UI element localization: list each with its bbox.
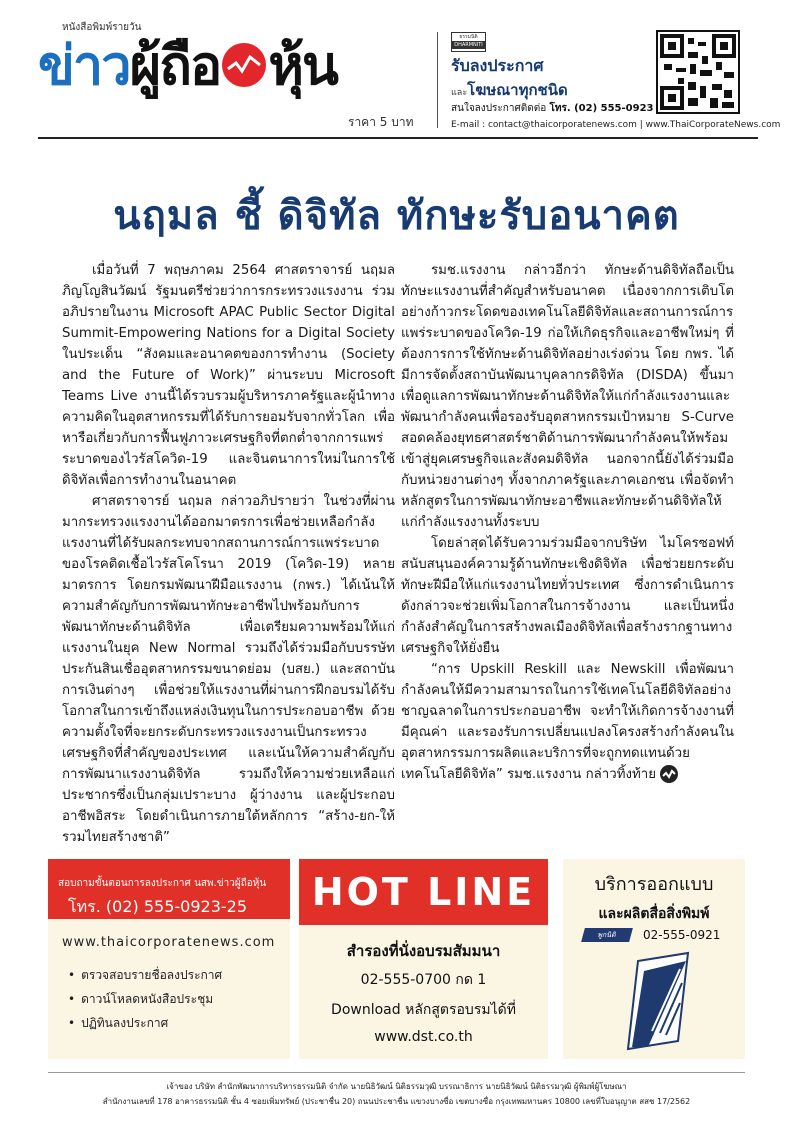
logo-text-part1: ข่าว [38, 34, 130, 97]
footer-address: สำนักงานเลขที่ 178 อาคารธรรมนิติ ชั้น 4 ซอยเพิ่มทรัพย์ (ประชาชื่น 20) ถนนประชาชื่น แขวงบางซื่อ เขตบางซื่อ กรุงเทพมหานคร 10800 เลขที่ใบอนุญาต สสช 17/2562 [102, 1097, 691, 1106]
print-document-icon [618, 951, 698, 1051]
badge-top-text: ธรรมนิติ [459, 34, 478, 40]
logo-chart-icon [222, 43, 266, 87]
price-label: ราคา 5 บาท [348, 115, 414, 129]
article-paragraph: เมื่อวันที่ 7 พฤษภาคม 2564 ศาสตราจารย์ นฤมล ภิญโญสินวัฒน์ รัฐมนตรีช่วยว่าการกระทรวงแรงงาน ร่วมอภิปรายในงาน Microsoft APAC Public Sector Digital Summit-Empowering Nations for a Digital Society ในประเด็น “สังคมและอนาคตของการทำงาน (Society and the Future of Work)” ผ่านระบบ Microsoft Teams Live งานนี้ได้รวบรวมผู้บริหารภาครัฐและผู้นำทางความคิดในอุตสาหกรรมที่ได้รับการยอมรับจากทั่วโลก เพื่อหารือเกี่ยวกับการฟื้นฟูภาวะเศรษฐกิจที่ตกต่ำจากการแพร่ระบาดของไวรัสโควิด-19 และจินตนาการใหม่ในการใช้ดิจิทัลเพื่อการทำงานในอนาคต [62, 263, 395, 488]
article-column-right [401, 260, 734, 785]
article-headline: นฤมล ชี้ ดิจิทัล ทักษะรับอนาคต [113, 193, 680, 239]
ad-contact-phone[interactable]: โทร. (02) 555-0923 [549, 103, 654, 114]
design-service-title: บริการออกแบบ [594, 874, 714, 895]
article-paragraph: โดยล่าสุดได้รับความร่วมมือจากบริษัท ไมโครซอฟท์ สนับสนุนองค์ความรู้ด้านทักษะเชิงดิจิทัล เพื่อช่วยยกระดับทักษะฝีมือให้แก่แรงงานไทยทั่วประเทศ ซึ่งการดำเนินการดังกล่าวจะช่วยเพิ่มโอกาสในการจ้างงาน และเป็นหนึ่งกำลังสำคัญในการสร้างพลเมืองดิจิทัลเพื่อสร้างรากฐานทางเศรษฐกิจให้ยั่งยืน [401, 536, 734, 656]
design-service-subtitle: และผลิตสื่อสิ่งพิมพ์ [598, 906, 710, 922]
ad-contact-label: สนใจลงประกาศติดต่อ [451, 103, 547, 114]
hotline-phone[interactable]: 02-555-0700 กด 1 [360, 972, 487, 988]
hotline-line1: สำรองที่นั่งอบรมสัมมนา [346, 942, 501, 960]
dharmniti-logo [451, 32, 486, 52]
ad-title: รับลงประกาศ [451, 56, 544, 75]
article-column-left [62, 260, 395, 848]
ad-subtitle [451, 78, 568, 102]
article-end-icon [660, 765, 678, 783]
article-paragraph: ศาสตราจารย์ นฤมล กล่าวอภิปรายว่า ในช่วงที่ผ่านมากระทรวงแรงงานได้ออกมาตรการเพื่อช่วยเหลือกำลังแรงงานที่ได้รับผลกระทบจากสถานการณ์การแพร่ระบาดของโรคติดเชื้อไวรัสโคโรนา 2019 (โควิด-19) หลายมาตรการ โดยกรมพัฒนาฝีมือแรงงาน (กพร.) ได้เน้นให้ความสำคัญกับการพัฒนาทักษะอาชีพไปพร้อมกับการพัฒนาทักษะด้านดิจิทัล เพื่อเตรียมความพร้อมให้แก่แรงงานในยุค New Normal รวมถึงได้ร่วมมือกับบรรษัทประกันสินเชื่ออุตสาหกรรมขนาดย่อม (บสย.) และสถาบันการเงินต่างๆ เพื่อช่วยให้แรงงานที่ผ่านการฝึกอบรมได้รับโอกาสในการเข้าถึงแหล่งเงินทุนในการประกอบอาชีพ ด้วยความตั้งใจที่จะยกระดับกระทรวงแรงงานเป็นกระทรวงเศรษฐกิจที่สำคัญของประเทศ และเน้นให้ความสำคัญกับการพัฒนาแรงงานดิจิทัล รวมถึงให้ความช่วยเหลือแก่ประชากรซึ่งเป็นกลุ่มเปราะบาง ผู้ว่างงาน และผู้ประกอบอาชีพอิสระ โดยดำเนินการภายใต้หลักการ “สร้าง-ยก-ให้ รวมไทยสร้างชาติ” [62, 494, 395, 845]
header-divider [437, 32, 438, 128]
ad-box-phone[interactable]: โทร. (02) 555-0923-25 [68, 897, 247, 916]
hotline-line3: Download หลักสูตรอบรมได้ที่ [331, 1002, 516, 1018]
ad-box-hotline[interactable] [299, 859, 548, 1059]
ad-box-website[interactable]: www.thaicorporatenews.com [62, 935, 276, 950]
design-service-badge: พูกนิติ [581, 928, 633, 942]
footer-publisher: เจ้าของ บริษัท สำนักพัฒนาการบริหารธรรมนิติ จำกัด นายนิธิวัฒน์ นิติธรรมวุฒิ บรรณาธิการ นายนิธิวัฒน์ นิติธรรมวุฒิ ผู้พิมพ์ผู้โฆษณา [166, 1082, 627, 1091]
design-service-phone[interactable]: 02-555-0921 [643, 928, 721, 942]
list-item: • ปฏิทินลงประกาศ [68, 1011, 222, 1035]
ad-box-title: สอบถามขั้นตอนการลงประกาศ นสพ.ข่าวผู้ถือหุ้น [58, 878, 267, 889]
ad-box-header [48, 859, 290, 919]
ad-box-announcement[interactable] [48, 859, 290, 1059]
hotline-website[interactable]: www.dst.co.th [374, 1029, 473, 1045]
hotline-title: HOT LINE [299, 859, 548, 925]
ad-contact [451, 101, 654, 116]
ad-subtitle-prefix: และ [451, 88, 468, 98]
footer-divider [48, 1072, 745, 1073]
masthead [0, 0, 793, 140]
ad-box-design-service[interactable] [563, 859, 745, 1059]
article-paragraph-last [401, 659, 734, 785]
header-rule [38, 137, 758, 139]
newspaper-tagline: หนังสือพิมพ์รายวัน [62, 22, 142, 33]
article-paragraph: รมช.แรงงาน กล่าวอีกว่า ทักษะด้านดิจิทัลถือเป็นทักษะแรงงานที่สำคัญสำหรับอนาคต เนื่องจากการเติบโตอย่างก้าวกระโดดของเทคโนโลยีดิจิทัลและสถานการณ์การแพร่ระบาดของโควิด-19 ก่อให้เกิดธุรกิจและอาชีพใหม่ๆ ที่ต้องการการใช้ทักษะด้านดิจิทัลอย่างเร่งด่วน โดย กพร. ได้มีการจัดตั้งสถาบันพัฒนาบุคลากรดิจิทัล (DISDA) ขึ้นมา เพื่อดูแลการพัฒนาทักษะด้านดิจิทัลให้แก่กำลังแรงงานและพัฒนากำลังคนเพื่อรองรับอุตสาหกรรมเป้าหมาย S-Curve สอดคล้องยุทธศาสตร์ชาติด้านการพัฒนากำลังคนให้พร้อมเข้าสู่ยุคเศรษฐกิจและสังคมดิจิทัล นอกจากนี้ยังได้ร่วมมือกับหน่วยงานต่างๆ ทั้งจากภาครัฐและภาคเอกชน เพื่อจัดทำหลักสูตรในการพัฒนาทักษะอาชีพและทักษะด้านดิจิทัลให้แก่กำลังแรงงานทั้งระบบ [401, 263, 734, 530]
badge-bottom-text: DHARMNITI [452, 41, 485, 49]
contact-line[interactable]: E-mail : contact@thaicorporatenews.com | www.ThaiCorporateNews.com [451, 120, 781, 130]
ad-subtitle-text: โฆษณาทุกชนิด [467, 81, 568, 99]
qr-code-icon[interactable] [656, 30, 740, 114]
article-paragraph-text: “การ Upskill Reskill และ Newskill เพื่อพัฒนากำลังคนให้มีความสามารถในการใช้เทคโนโลยีดิจิทัลอย่างชาญฉลาดในการประกอบอาชีพ จะทำให้เกิดการจ้างงานที่มีคุณค่า และรองรับการเปลี่ยนแปลงโครงสร้างกำลังคนในอุตสาหกรรมการผลิตและบริการที่จะถูกทดแทนด้วยเทคโนโลยีดิจิทัล” รมช.แรงงาน กล่าวทิ้งท้าย [401, 662, 734, 782]
newspaper-logo[interactable] [38, 26, 337, 104]
ad-box-list [68, 963, 222, 1035]
list-item: • ดาวน์โหลดหนังสือประชุม [68, 987, 222, 1011]
logo-text-part3: หุ้น [268, 34, 337, 97]
logo-text-part2: ผู้ถือ [129, 34, 221, 97]
list-item: • ตรวจสอบรายชื่อลงประกาศ [68, 963, 222, 987]
